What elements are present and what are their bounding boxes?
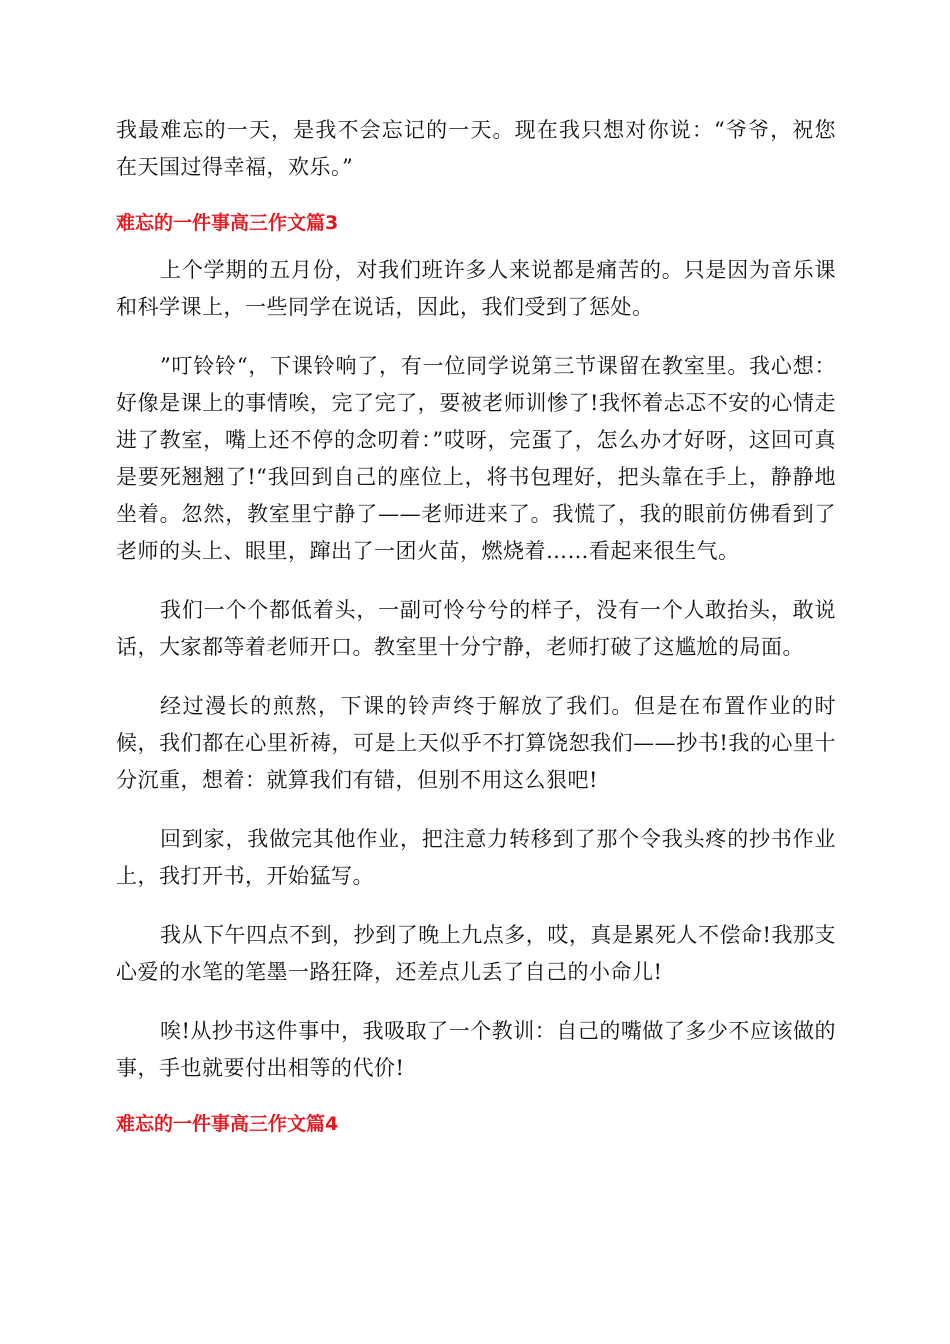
section-3-heading: 难忘的一件事高三作文篇3 bbox=[116, 212, 339, 234]
section-3-paragraph: 上个学期的五月份，对我们班许多人来说都是痛苦的。只是因为音乐课和科学课上，一些同学在说话，因此，我们受到了惩处。 bbox=[116, 258, 836, 319]
section-3-paragraph: 经过漫长的煎熬，下课的铃声终于解放了我们。但是在布置作业的时候，我们都在心里祈祷，可是上天似乎不打算饶恕我们——抄书!我的心里十分沉重，想着：就算我们有错，但别不用这么狠吧! bbox=[116, 694, 836, 792]
section-3-paragraph: 回到家，我做完其他作业，把注意力转移到了那个令我头疼的抄书作业上，我打开书，开始猛写。 bbox=[116, 827, 836, 888]
document-page bbox=[116, 112, 836, 1153]
intro-paragraph: 我最难忘的一天，是我不会忘记的一天。现在我只想对你说：“爷爷，祝您在天国过得幸福，欢乐。” bbox=[116, 118, 836, 179]
section-3-paragraph: 唉!从抄书这件事中，我吸取了一个教训：自己的嘴做了多少不应该做的事，手也就要付出相等的代价! bbox=[116, 1019, 836, 1080]
section-3-paragraph: 我们一个个都低着头，一副可怜兮兮的样子，没有一个人敢抬头，敢说话，大家都等着老师开口。教室里十分宁静，老师打破了这尴尬的局面。 bbox=[116, 598, 836, 659]
section-3-paragraph: 我从下午四点不到，抄到了晚上九点多，哎，真是累死人不偿命!我那支心爱的水笔的笔墨一路狂降，还差点儿丢了自己的小命儿! bbox=[116, 923, 836, 984]
section-4-heading: 难忘的一件事高三作文篇4 bbox=[116, 1113, 339, 1135]
section-3-paragraph: ”叮铃铃“，下课铃响了，有一位同学说第三节课留在教室里。我心想：好像是课上的事情唉，完了完了，要被老师训惨了!我怀着忐忑不安的心情走进了教室，嘴上还不停的念叨着：”哎呀，完蛋了，怎么办才好呀，这回可真是要死翘翘了!“我回到自己的座位上，将书包理好，把头靠在手上，静静地坐着。忽然，教室里宁静了——老师进来了。我慌了，我的眼前仿佛看到了老师的头上、眼里，蹿出了一团火苗，燃烧着……看起来很生气。 bbox=[116, 354, 836, 563]
